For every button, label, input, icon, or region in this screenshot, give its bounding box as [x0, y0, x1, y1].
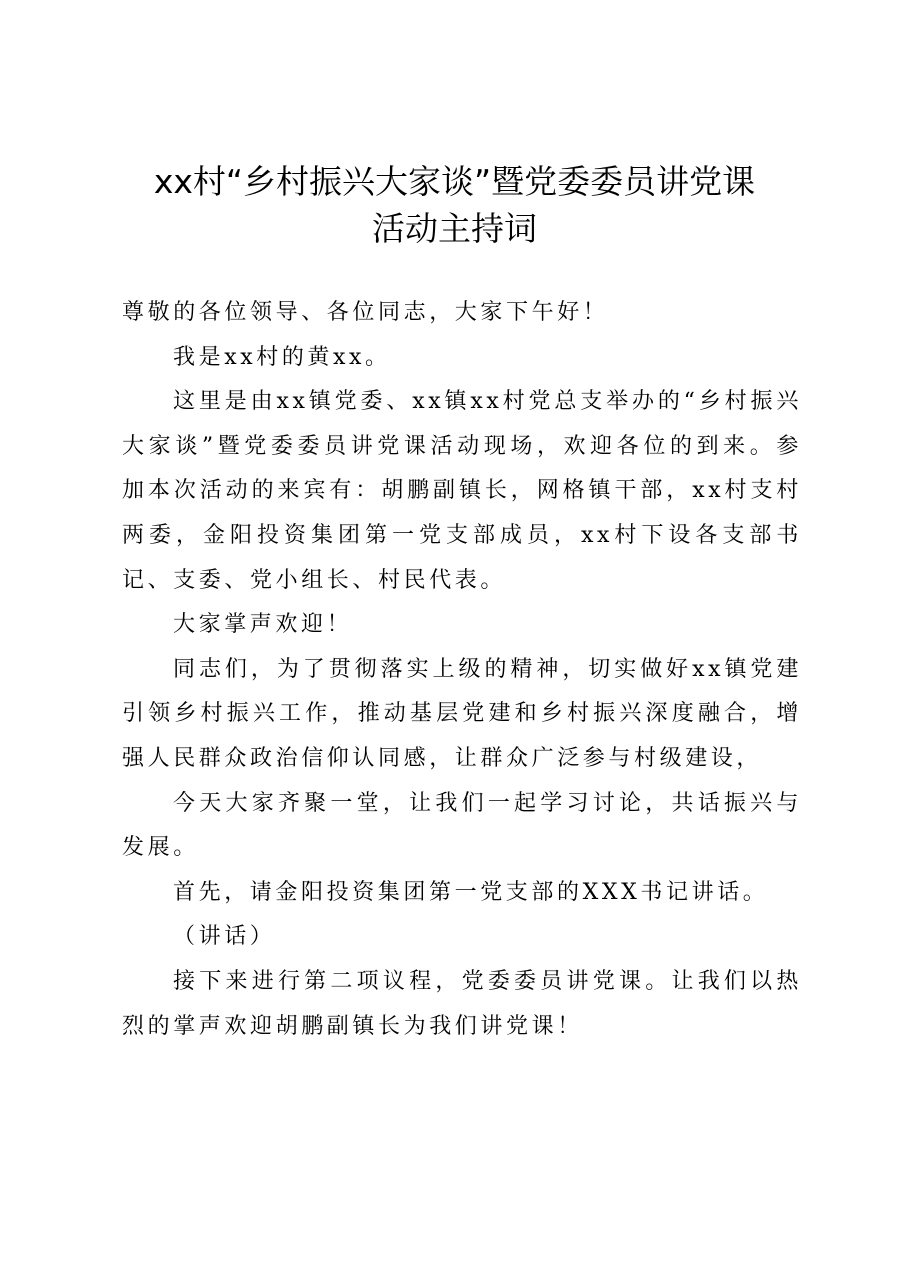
paragraph-purpose: 同志们，为了贯彻落实上级的精神，切实做好xx镇党建引领乡村振兴工作，推动基层党建和乡村振兴深度融合，增强人民群众政治信仰认同感，让群众广泛参与村级建设，: [122, 656, 802, 771]
paragraph-event-intro: 这里是由xx镇党委、xx镇xx村党总支举办的“乡村振兴大家谈”暨党委委员讲党课活动现场，欢迎各位的到来。参加本次活动的来宾有：胡鹏副镇长，网格镇干部，xx村支村两委，金阳投资集团第一党支部成员，xx村下设各支部书记、支委、党小组长、村民代表。: [122, 389, 802, 593]
paragraph-first-speech: 首先，请金阳投资集团第一党支部的XXX书记讲话。: [173, 879, 769, 905]
document-title: [0, 158, 909, 252]
paragraph-applause: 大家掌声欢迎！: [173, 612, 353, 638]
paragraph-greeting: 尊敬的各位领导、各位同志，大家下午好！: [122, 300, 609, 325]
title-line-1: xx村“乡村振兴大家谈”暨党委委员讲党课: [153, 162, 756, 201]
title-line-2: 活动主持词: [372, 209, 537, 248]
document-body: [122, 291, 802, 1049]
paragraph-second-item: 接下来进行第二项议程，党委委员讲党课。让我们以热烈的掌声欢迎胡鹏副镇长为我们讲党课！: [122, 968, 802, 1039]
paragraph-self-intro: 我是xx村的黄xx。: [173, 344, 391, 370]
paragraph-gathering: 今天大家齐聚一堂，让我们一起学习讨论，共话振兴与发展。: [122, 790, 802, 861]
paragraph-speech-note: （讲话）: [173, 924, 276, 950]
